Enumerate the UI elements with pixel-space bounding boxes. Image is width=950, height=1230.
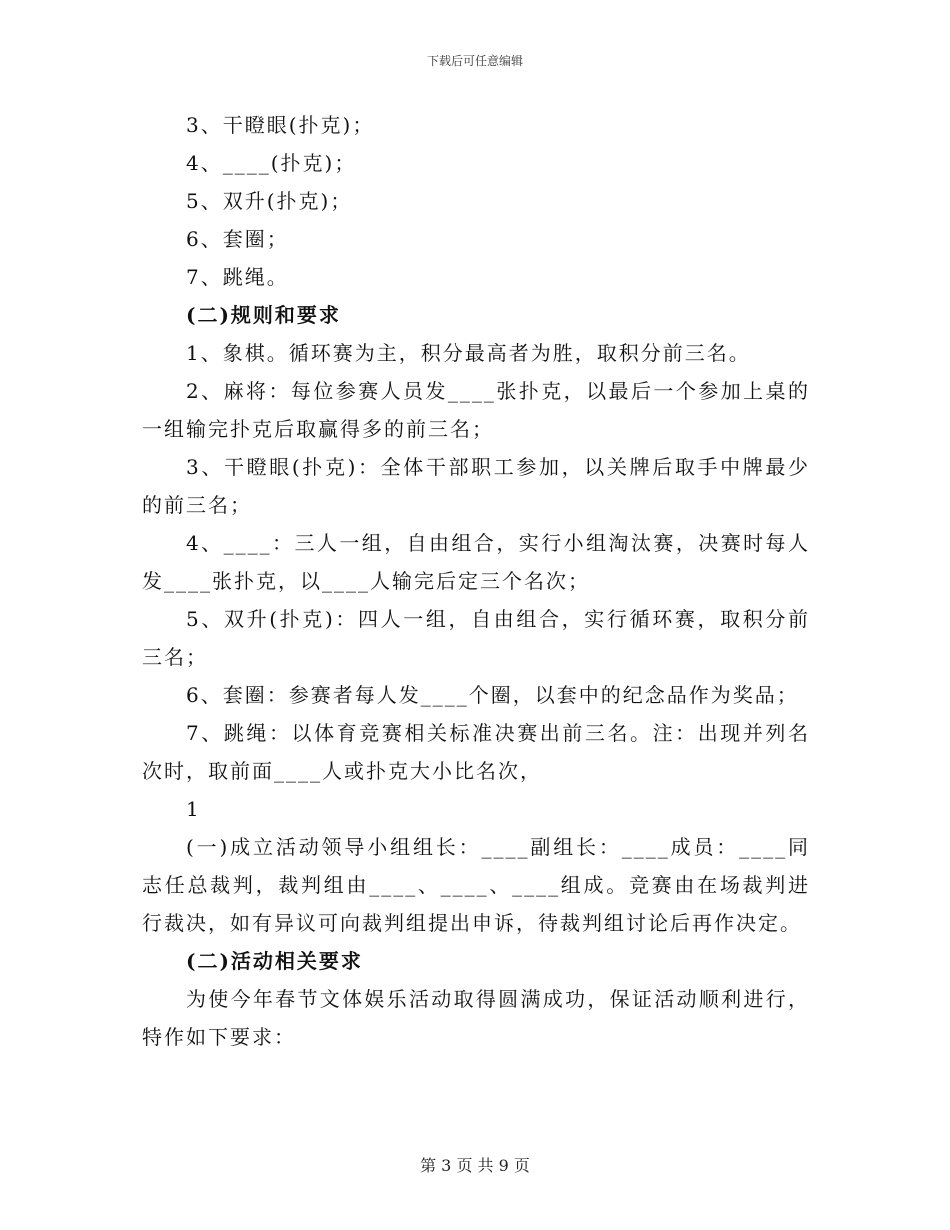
page-marker: 1 (186, 797, 199, 821)
rule-item-4: 4、____：三人一组，自由组合，实行小组淘汰赛，决赛时每人发____张扑克，以____人输完后定三个名次； (142, 531, 810, 593)
organization-paragraph: (一)成立活动领导小组组长：____副组长：____成员：____同志任总裁判，裁判组由____、____、____组成。竞赛由在场裁判进行裁决，如有异议可向裁判组提出申诉，待裁判组讨论后再作决定。 (142, 835, 810, 935)
document-body (142, 106, 810, 1056)
list-item-5: 5、双升(扑克)； (186, 189, 353, 213)
page-footer: 第 3 页 共 9 页 (420, 1156, 530, 1175)
page-header: 下载后可任意编辑 (426, 54, 523, 68)
rule-ring-toss: 6、套圈：参赛者每人发____个圈，以套中的纪念品作为奖品； (186, 683, 799, 707)
section-heading-requirements: (二)活动相关要求 (186, 949, 363, 973)
rule-gandengyan: 3、干瞪眼(扑克)：全体干部职工参加，以关牌后取手中牌最少的前三名； (142, 455, 810, 517)
rule-mahjong: 2、麻将：每位参赛人员发____张扑克，以最后一个参加上桌的一组输完扑克后取赢得多的前三名； (142, 379, 810, 441)
list-item-7: 7、跳绳。 (186, 265, 289, 289)
rule-jump-rope: 7、跳绳：以体育竞赛相关标准决赛出前三名。注：出现并列名次时，取前面____人或扑克大小比名次， (142, 721, 810, 783)
section-heading-rules: (二)规则和要求 (186, 303, 341, 327)
rule-chess: 1、象棋。循环赛为主，积分最高者为胜，取积分前三名。 (186, 341, 751, 365)
requirements-intro: 为使今年春节文体娱乐活动取得圆满成功，保证活动顺利进行，特作如下要求： (142, 987, 810, 1049)
rule-shuangsheng: 5、双升(扑克)：四人一组，自由组合，实行循环赛，取积分前三名； (142, 607, 810, 669)
list-item-3: 3、干瞪眼(扑克)； (186, 113, 375, 137)
list-item-6: 6、套圈； (186, 227, 289, 251)
list-item-4: 4、____(扑克)； (186, 151, 357, 175)
